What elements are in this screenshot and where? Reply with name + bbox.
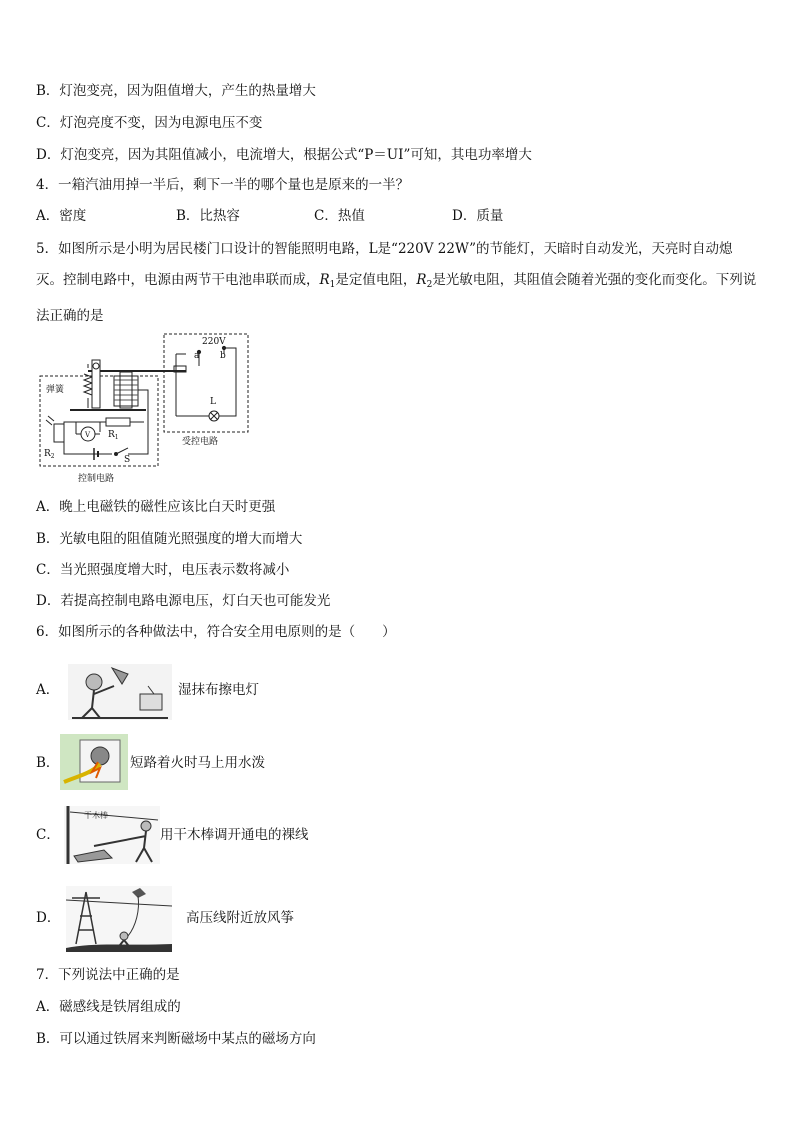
q3-option-b: B．灯泡变亮，因为阻值增大，产生的热量增大: [36, 83, 316, 99]
q5-stem-part2: 是定值电阻，: [335, 272, 417, 288]
label-lamp-l: L: [210, 397, 216, 407]
q5-option-a: A．晚上电磁铁的磁性应该比白天时更强: [36, 499, 276, 515]
q3-option-c: C．灯泡亮度不变，因为电源电压不变: [36, 115, 263, 131]
q7-option-a: A．磁感线是铁屑组成的: [36, 999, 181, 1015]
q6-stem: 6．如图所示的各种做法中，符合安全用电原则的是（ ）: [36, 624, 396, 640]
label-spring: 弹簧: [46, 385, 65, 395]
q6-c-image-label: 干木棒: [84, 811, 108, 820]
q5-option-c: C．当光照强度增大时，电压表示数将减小: [36, 562, 290, 578]
q5-stem-part1: 5．如图所示是小明为居民楼门口设计的智能照明电路，L是“220V 22W”的节能灯，天暗时自动发光，天亮时自动熄灭。控制电路中，电源由两节干电池串联而成，: [36, 241, 733, 288]
q6-option-d-image: [66, 886, 172, 952]
q4-stem: 4．一箱汽油用掉一半后，剩下一半的哪个量也是原来的一半？: [36, 177, 410, 193]
q6-option-a-image: [68, 664, 172, 720]
label-r1: $R_1$: [108, 430, 119, 441]
controlled-circuit-box: [164, 334, 248, 432]
q5-option-d: D．若提高控制电路电源电压，灯白天也可能发光: [36, 593, 331, 609]
q7-option-b: B．可以通过铁屑来判断磁场中某点的磁场方向: [36, 1031, 316, 1047]
resistor-r1-icon: [106, 418, 130, 426]
label-b: b: [220, 351, 226, 361]
q6-option-b-text: 短路着火时马上用水泼: [130, 755, 265, 771]
q4-option-d: D．质量: [452, 208, 504, 224]
q5-r1-subscript: 1: [329, 280, 336, 290]
caption-control-circuit: 控制电路: [78, 474, 115, 484]
q5-r2-subscript: 2: [426, 280, 433, 290]
q3-option-d: D．灯泡变亮，因为其阻值减小，电流增大，根据公式“P＝UI”可知，其电功率增大: [36, 147, 532, 163]
q5-stem-part3: 是光敏电阻，其阻值会随着光强的变化而变化。下列说法正确的是: [36, 272, 757, 324]
q5-r1-symbol: R: [319, 272, 330, 288]
label-s: S: [124, 455, 131, 465]
switch-icon: [116, 448, 128, 454]
label-a: a: [194, 351, 200, 361]
q4-option-b: B．比热容: [176, 208, 240, 224]
q5-option-b: B．光敏电阻的阻值随光照强度的增大而增大: [36, 531, 303, 547]
q4-option-a: A．密度: [36, 208, 87, 224]
q5-r2-symbol: R: [416, 272, 427, 288]
q6-option-d-text: 高压线附近放风筝: [186, 910, 294, 926]
q6-option-c-letter: C．: [36, 827, 60, 843]
q6-option-a-text: 湿抹布擦电灯: [178, 682, 259, 698]
photoresistor-icon: [54, 424, 64, 442]
q5-stem: [36, 234, 758, 332]
caption-controlled-circuit: 受控电路: [182, 437, 219, 447]
q6-option-a-letter: A．: [36, 682, 60, 698]
label-voltmeter: V: [85, 431, 91, 439]
q6-option-d-letter: D．: [36, 910, 61, 926]
q6-option-b-image: [60, 734, 128, 790]
q4-option-c: C．热值: [314, 208, 365, 224]
q7-stem: 7．下列说法中正确的是: [36, 967, 180, 983]
label-r2: $R_2$: [44, 449, 55, 460]
q6-option-c-text: 用干木棒调开通电的裸线: [160, 827, 309, 843]
label-220v: 220V: [202, 337, 226, 347]
q6-option-b-letter: B．: [36, 755, 60, 771]
q5-circuit-figure: [36, 330, 258, 488]
q6-option-c-image: [64, 806, 160, 864]
